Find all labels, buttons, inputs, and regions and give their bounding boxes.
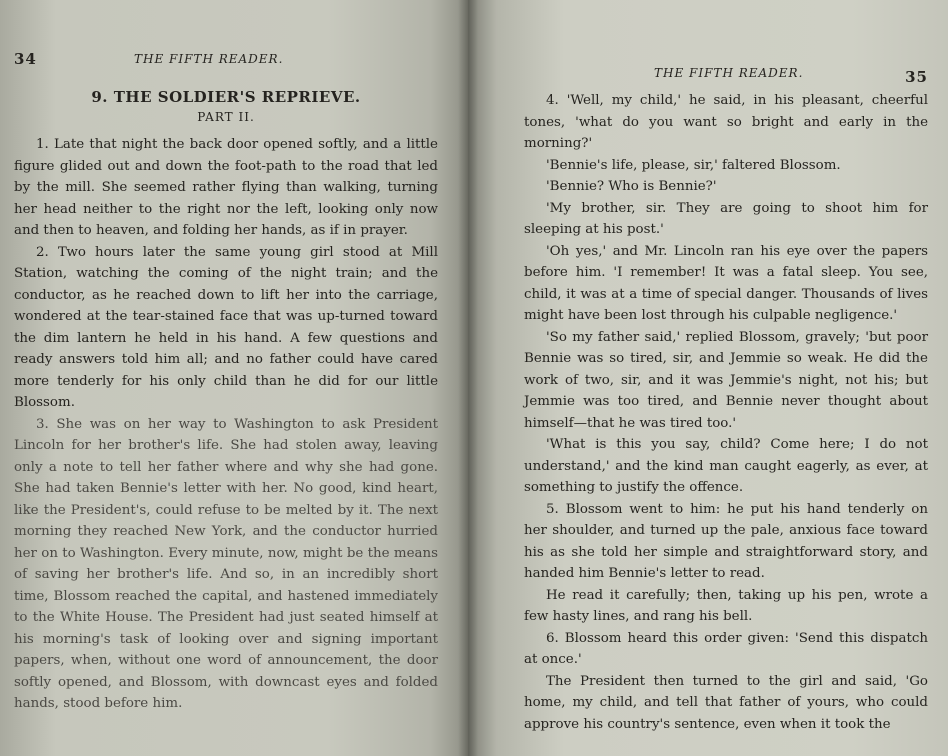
left-running-title: THE FIFTH READER. — [134, 52, 284, 66]
paragraph: 1. Late that night the back door opened softly, and a little figure glided out and down the foot-path to the road that led by the mill. She seemed rather flying than walking, turning her head neither to the right nor the left, looking only now and then to heaven, and folding her hands, as if in prayer. — [14, 137, 438, 238]
paragraph: 'My brother, sir. They are going to shoot him for sleeping at his post.' — [524, 200, 928, 237]
paragraph: 'Bennie's life, please, sir,' faltered Blossom. — [546, 157, 841, 173]
paragraph: 4. 'Well, my child,' he said, in his pleasant, cheerful tones, 'what do you want so bright and early in the morning?' — [524, 93, 928, 151]
left-running-head — [14, 50, 438, 72]
paragraph: 'So my father said,' replied Blossom, gravely; 'but poor Bennie was so tired, sir, and Jemmie so weak. He did the work of two, sir, and it was Jemmie's night, not his; but Jemmie was too tired, and Bennie never thought about himself—that he was tired too.' — [524, 329, 928, 431]
paragraph: 3. She was on her way to Washington to ask President Lincoln for her brother's life. She had stolen away, leaving only a note to tell her father where and why she had gone. She had taken Bennie's letter with her. No good, kind heart, like the President's, could refuse to be melted by it. The next morning they reached New York, and the conductor hurried her on to Washington. Every minute, now, might be the means of saving her brother's life. And so, in an incredibly short time, Blossom reached the capital, and hastened immediately to the White House. The President had just seated himself at his morning's task of looking over and signing important papers, when, without one word of announcement, the door softly opened, and Blossom, with downcast eyes and folded hands, stood before him. — [14, 416, 438, 711]
paragraph: The President then turned to the girl and said, 'Go home, my child, and tell that father of yours, who could approve his country's sentence, even when it took the — [524, 673, 928, 732]
left-page-number: 34 — [14, 50, 37, 68]
book-gutter — [458, 0, 478, 756]
paragraph: He read it carefully; then, taking up his pen, wrote a few hasty lines, and rang his bell. — [524, 587, 928, 624]
paragraph: 2. Two hours later the same young girl stood at Mill Station, watching the coming of the night train; and the conductor, as he reached down to lift her into the carriage, wondered at the tear-stained face that was up-turned toward the dim lantern he held in his hand. A few questions and ready answers told him all; and no father could have cared more tenderly for his only child than he did for our little Blossom. — [14, 244, 438, 410]
right-running-head — [524, 58, 928, 86]
paragraph: 'Oh yes,' and Mr. Lincoln ran his eye over the papers before him. 'I remember! It was a fatal sleep. You see, child, it was at a time of special danger. Thousands of lives might have been lost through his culpable negligence.' — [524, 243, 928, 323]
right-page-number: 35 — [905, 68, 928, 86]
right-body-text — [524, 90, 928, 735]
part-label: PART II. — [197, 110, 255, 124]
paragraph: 'What is this you say, child? Come here; I do not understand,' and the kind man caught eagerly, as ever, at something to justify the offence. — [524, 437, 928, 495]
left-body-text — [14, 134, 438, 715]
left-page — [0, 0, 468, 756]
right-running-title: THE FIFTH READER. — [654, 66, 804, 80]
chapter-title: 9. THE SOLDIER'S REPRIEVE. — [91, 88, 361, 106]
paragraph: 'Bennie? Who is Bennie?' — [546, 179, 717, 194]
paragraph: 5. Blossom went to him: he put his hand tenderly on her shoulder, and turned up the pale, anxious face toward his as she told her simple and straightforward story, and handed him Bennie's letter to read. — [524, 501, 928, 581]
paragraph: 6. Blossom heard this order given: 'Send this dispatch at once.' — [524, 630, 928, 667]
right-page — [468, 0, 948, 756]
